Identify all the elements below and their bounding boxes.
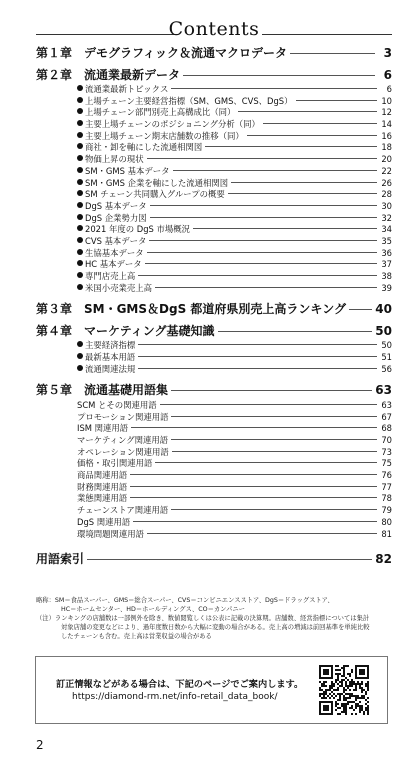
toc-item-label: DgS 基本データ [85, 200, 147, 211]
leader-line [349, 309, 372, 310]
chapter-heading[interactable] [36, 300, 392, 318]
chapter-title: 流通業最新データ [84, 67, 181, 82]
leader-line [155, 287, 377, 288]
toc-item-label: チェーンストア関連用語 [77, 505, 169, 516]
bullet-icon [77, 237, 83, 243]
toc-item-page: 67 [381, 411, 392, 422]
chapter-page: 63 [375, 383, 392, 398]
toc-item-page: 51 [381, 352, 392, 363]
toc-item[interactable] [36, 235, 392, 247]
index-title: 用語索引 [36, 552, 85, 567]
chapter-heading[interactable] [36, 66, 392, 84]
title-rule-right [262, 34, 392, 35]
page-number: 2 [36, 738, 44, 752]
toc-item-label: マーケティング関連用語 [77, 435, 169, 445]
leader-line [171, 439, 377, 440]
leader-line [228, 193, 377, 194]
toc-item[interactable] [36, 339, 392, 351]
chapter-heading[interactable] [36, 381, 392, 399]
leader-line [147, 158, 377, 159]
leader-line [247, 135, 377, 136]
leader-line [149, 240, 377, 241]
toc-item-label: 生協基本データ [85, 247, 144, 258]
bullet-icon [77, 155, 83, 161]
toc-item-page: 70 [381, 435, 392, 445]
toc-item-page: 77 [381, 481, 392, 492]
bullet-icon [77, 249, 83, 255]
spacer [36, 539, 392, 542]
toc-item-label: SM チェーン共同購入グループの概要 [85, 189, 225, 200]
toc-item-page: 14 [381, 119, 392, 130]
toc-item-label: 流通業最新トピックス [85, 84, 169, 94]
chapter-number: 第３章 [36, 302, 73, 317]
leader-line [130, 474, 377, 475]
leader-line [138, 368, 377, 369]
toc-item-label: DgS 企業勢力図 [85, 212, 147, 223]
footnote-line: HC＝ホームセンター、HD＝ホールディングス、CO＝カンパニー [61, 606, 245, 613]
leader-line [171, 390, 372, 391]
toc-item-page: 75 [381, 458, 392, 469]
toc-item-page: 32 [381, 212, 392, 223]
toc-item-page: 68 [381, 423, 392, 434]
toc-item[interactable] [36, 83, 392, 95]
toc-item-page: 6 [386, 84, 392, 94]
leader-line [138, 356, 377, 357]
leader-line [218, 331, 373, 332]
toc-subitem[interactable] [36, 422, 392, 434]
toc-item-page: 26 [381, 177, 392, 188]
bullet-icon [77, 284, 83, 290]
toc-item-page: 35 [381, 235, 392, 246]
chapter-title: デモグラフィック＆流通マクロデータ [84, 46, 288, 60]
footnote-line: 略称：SM＝食品スーパー、GMS＝総合スーパー、CVS＝コンビニエンスストア、DgS＝ドラッグストア、 [36, 597, 334, 604]
leader-line [205, 146, 377, 147]
leader-line [147, 252, 377, 253]
index-page: 82 [375, 552, 392, 567]
leader-line [155, 462, 377, 463]
leader-line [172, 451, 377, 452]
toc-item-page: 30 [381, 200, 392, 211]
toc-subitem[interactable] [36, 457, 392, 469]
footnote-line: （注）ランキングの店舗数は一部例外を除き、数値閲覧しくは公表に記載の決算期。店舗数、経営指標については集計 [36, 615, 370, 622]
toc-item-page: 80 [381, 516, 392, 527]
footnotes [36, 596, 392, 641]
toc-item[interactable] [36, 351, 392, 363]
toc-item-page: 38 [381, 271, 392, 281]
bullet-icon [77, 143, 83, 149]
bullet-icon [77, 260, 83, 266]
toc-item-label: ISM 関連用語 [77, 423, 129, 434]
leader-line [160, 404, 377, 405]
toc-item-page: 76 [381, 470, 392, 481]
toc-item-label: 専門店売上高 [85, 271, 136, 281]
toc-item-page: 20 [381, 154, 392, 165]
leader-line [183, 75, 375, 76]
toc-item[interactable] [36, 177, 392, 189]
toc-item-label: 主要上場チェーンのポジショニング分析（同） [85, 119, 260, 130]
chapter-number: 第２章 [36, 67, 73, 82]
toc-item-page: 10 [381, 95, 392, 106]
toc-item-page: 81 [381, 528, 392, 539]
toc-item-page: 73 [381, 446, 392, 457]
notice-text: 訂正情報などがある場合は、下記のページでご案内します。 [56, 679, 304, 690]
leader-line [238, 111, 377, 112]
bullet-icon [77, 120, 83, 126]
toc-item-label: SM・GMS 企業を軸にした流通相関図 [85, 177, 229, 188]
chapter-page: 3 [383, 46, 392, 60]
chapter-page: 50 [375, 323, 392, 338]
toc-item-page: 22 [381, 165, 392, 176]
notice-url-link[interactable]: https://diamond-rm.net/info-retail_data_book/ [72, 692, 278, 702]
toc-item-label: 商社・卸を軸にした流通相関図 [85, 142, 203, 153]
toc-item-page: 12 [381, 107, 392, 118]
leader-line [87, 559, 372, 560]
toc-item-page: 28 [381, 189, 392, 200]
correction-notice-box [35, 656, 388, 724]
toc-item[interactable] [36, 153, 392, 165]
toc-item-label: 業態関連用語 [77, 493, 128, 504]
toc-item-label: 商品関連用語 [77, 470, 128, 481]
toc-item-label: 流通関連法規 [85, 363, 136, 374]
toc-item-label: 環境問題関連用語 [77, 528, 144, 539]
bullet-icon [77, 341, 83, 347]
toc-item-label: プロモーション関連用語 [77, 411, 169, 422]
toc-item[interactable] [36, 95, 392, 107]
spacer [36, 293, 392, 296]
spacer [36, 374, 392, 377]
leader-line [193, 228, 377, 229]
footnote-line: 対象店舗の変更などにより、過年度数日数から大幅に変動の場合がある。売上高の増減は前回基準を単純比較 [61, 624, 370, 631]
leader-line [150, 205, 377, 206]
leader-line [171, 509, 377, 510]
chapter-page: 6 [383, 67, 392, 82]
toc-item-page: 18 [381, 142, 392, 153]
chapter-number: 第５章 [36, 383, 73, 398]
toc-item[interactable] [36, 130, 392, 142]
toc-item-page: 63 [381, 399, 392, 410]
bullet-icon [77, 190, 83, 196]
bullet-icon [77, 97, 83, 103]
toc-item-page: 16 [381, 130, 392, 141]
toc-item-label: CVS 基本データ [85, 235, 147, 246]
chapter-number: 第４章 [36, 323, 73, 338]
leader-line [173, 170, 378, 171]
footnote-line: したチェーンも含む。売上高は営業収益の場合がある [61, 633, 212, 640]
toc-item-label: HC 基本データ [85, 259, 142, 270]
bullet-icon [77, 179, 83, 185]
toc-item[interactable] [36, 141, 392, 153]
toc-subitem[interactable] [36, 528, 392, 540]
toc-item[interactable] [36, 212, 392, 224]
toc-item-label: 上場チェーン部門別売上高構成比（同） [85, 107, 236, 118]
toc-item[interactable] [36, 188, 392, 200]
bullet-icon [77, 225, 83, 231]
leader-line [130, 486, 377, 487]
toc-item[interactable] [36, 165, 392, 177]
bullet-icon [77, 85, 83, 91]
qr-code-icon[interactable] [319, 665, 369, 715]
leader-line [130, 497, 377, 498]
bullet-icon [77, 108, 83, 114]
bullet-icon [77, 202, 83, 208]
page-title: Contents [168, 18, 260, 40]
toc-item-label: SCM とその関連用語 [77, 399, 157, 410]
toc-subitem[interactable] [36, 411, 392, 423]
toc-item[interactable] [36, 223, 392, 235]
toc-item-label: 米国小売業売上高 [85, 282, 152, 293]
chapter-title: 流通基礎用語集 [84, 383, 169, 398]
toc-item-page: 56 [381, 363, 392, 374]
toc-item-label: 財務関連用語 [77, 481, 128, 492]
toc-item-page: 78 [381, 493, 392, 504]
chapter-heading[interactable] [36, 322, 392, 340]
chapter-title: マーケティング基礎知識 [84, 323, 215, 338]
toc-item[interactable] [36, 118, 392, 130]
leader-line [296, 100, 377, 101]
toc-item-page: 79 [381, 505, 392, 516]
toc-item-page: 39 [381, 282, 392, 293]
toc-item-page: 36 [381, 247, 392, 258]
leader-line [263, 123, 377, 124]
toc-item[interactable] [36, 200, 392, 212]
table-of-contents [36, 40, 392, 568]
toc-subitem[interactable] [36, 469, 392, 481]
toc-subitem[interactable] [36, 446, 392, 458]
bullet-icon [77, 214, 83, 220]
index-heading[interactable] [36, 550, 392, 568]
chapter-title: SM・GMS＆DgS 都道府県別売上高ランキング [84, 302, 347, 317]
leader-line [138, 344, 377, 345]
toc-subitem[interactable] [36, 492, 392, 504]
toc-item[interactable] [36, 247, 392, 259]
toc-subitem[interactable] [36, 434, 392, 446]
bullet-icon [77, 365, 83, 371]
toc-item[interactable] [36, 270, 392, 282]
toc-item-label: 主要経済指標 [85, 340, 136, 351]
toc-item[interactable] [36, 258, 392, 270]
leader-line [150, 217, 377, 218]
bullet-icon [77, 272, 83, 278]
toc-item-label: 最新基本用語 [85, 352, 136, 363]
toc-item-label: 主要上場チェーン期末店舗数の推移（同） [85, 130, 244, 141]
leader-line [171, 88, 377, 89]
toc-item-label: DgS 関連用語 [77, 516, 131, 527]
bullet-icon [77, 167, 83, 173]
toc-item-page: 37 [381, 259, 392, 270]
leader-line [171, 416, 377, 417]
leader-line [231, 182, 377, 183]
leader-line [131, 427, 377, 428]
leader-line [147, 533, 377, 534]
chapter-page: 40 [375, 302, 392, 317]
toc-item[interactable] [36, 282, 392, 294]
contents-header [36, 18, 392, 40]
chapter-number: 第１章 [36, 46, 73, 60]
leader-line [138, 275, 377, 276]
toc-item[interactable] [36, 106, 392, 118]
leader-line [145, 263, 377, 264]
toc-item[interactable] [36, 363, 392, 375]
toc-subitem[interactable] [36, 481, 392, 493]
toc-subitem[interactable] [36, 399, 392, 411]
toc-item-label: オペレーション関連用語 [77, 446, 169, 457]
toc-subitem[interactable] [36, 504, 392, 516]
bullet-icon [77, 132, 83, 138]
toc-subitem[interactable] [36, 516, 392, 528]
toc-item-label: 2021 年度の DgS 市場概況 [85, 224, 191, 235]
leader-line [290, 53, 375, 54]
toc-item-label: 価格・取引関連用語 [77, 458, 153, 469]
bullet-icon [77, 353, 83, 359]
toc-item-page: 34 [381, 224, 392, 235]
toc-item-label: 上場チェーン主要経営指標（SM、GMS、CVS、DgS） [85, 95, 293, 106]
toc-item-label: 物価上昇の現状 [85, 154, 144, 165]
leader-line [133, 521, 377, 522]
toc-item-page: 50 [381, 340, 392, 351]
chapter-heading[interactable] [36, 44, 392, 62]
toc-item-label: SM・GMS 基本データ [85, 165, 170, 176]
